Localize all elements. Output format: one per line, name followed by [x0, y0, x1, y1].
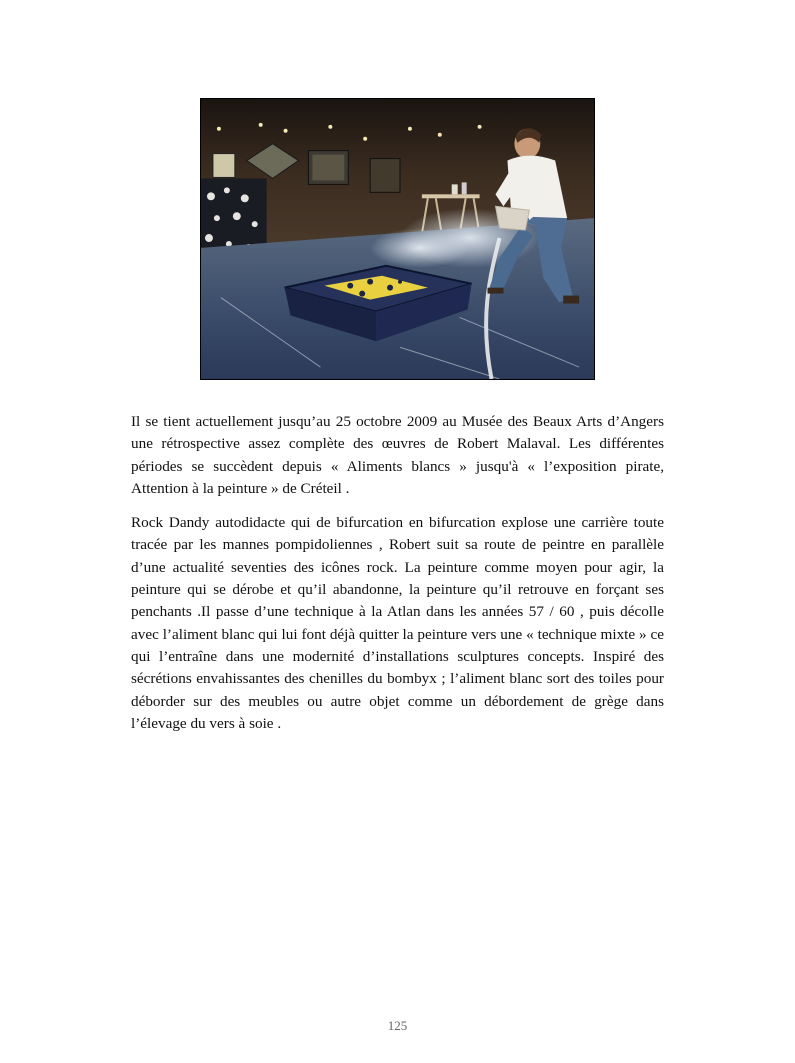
article-body [131, 411, 664, 747]
paragraph-1: Il se tient actuellement jusqu’au 25 octobre 2009 au Musée des Beaux Arts d’Angers une rétrospective assez complète des œuvres de Robert Malaval. Les différentes périodes se succèdent depuis « Aliments blancs » jusqu'à « l’exposition pirate, Attention à la peinture » de Créteil . [131, 413, 664, 497]
artist-photo [200, 98, 595, 380]
studio-scene-illustration [201, 99, 594, 379]
paragraph-2: Rock Dandy autodidacte qui de bifurcation en bifurcation explose une carrière toute tracée par les mannes pompidoliennes , Robert suit sa route de peintre en parallèle d’une actualité seventies des icônes rock. La peinture comme moyen pour agir, la peinture qui se dérobe et qu’il abandonne, la peinture qu’il retrouve en forçant ses penchants .Il passe d’une technique à la Atlan dans les années 57 / 60 , puis décolle avec l’aliment blanc qui lui font déjà quitter la peinture vers une « technique mixte » ce qui l’entraîne dans une modernité d’installations sculptures concepts. Inspiré des sécrétions envahissantes des chenilles du bombyx ; l’aliment blanc sort des toiles pour déborder sur des meubles ou autre objet comme un débordement de grège dans l’élevage du vers à soie . [131, 514, 664, 732]
page-number: 125 [387, 1018, 408, 1033]
